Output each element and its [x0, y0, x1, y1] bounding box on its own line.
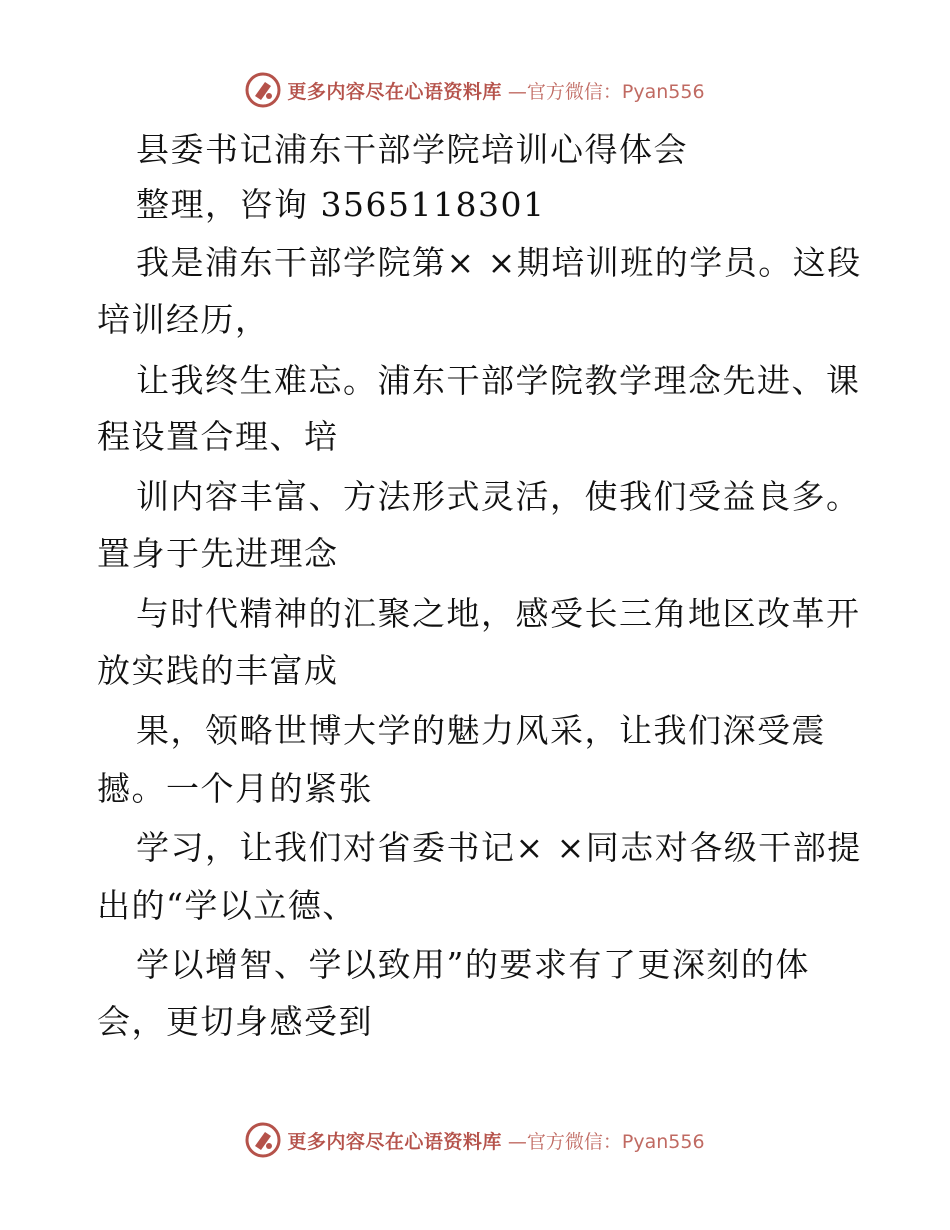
footer-banner [0, 1120, 950, 1160]
paragraph-line: 让我终生难忘。浦东干部学院教学理念先进、课 [136, 361, 861, 400]
banner-main-text: 更多内容尽在心语资料库 [287, 1130, 502, 1153]
paragraph-line: 放实践的丰富成 [97, 651, 339, 690]
paragraph-line: 培训经历， [97, 300, 270, 339]
paragraph-line: 果，领略世博大学的魅力风采，让我们深受震 [136, 711, 826, 750]
banner-sub-text: —官方微信：Pyan556 [507, 80, 705, 103]
paragraph-line: 与时代精神的汇聚之地，感受长三角地区改革开 [136, 594, 861, 633]
paragraph-line: 撼。一个月的紧张 [97, 769, 373, 808]
paragraph-line: 我是浦东干部学院第× ×期培训班的学员。这段 [136, 243, 862, 282]
document-title: 县委书记浦东干部学院培训心得体会 [136, 130, 688, 169]
banner-main-text: 更多内容尽在心语资料库 [287, 80, 502, 103]
paragraph-line: 出的“学以立德、 [97, 886, 357, 925]
brand-logo-icon [245, 1122, 281, 1158]
paragraph-line: 学习，让我们对省委书记× ×同志对各级干部提 [136, 828, 862, 867]
paragraph-line: 置身于先进理念 [97, 534, 339, 573]
contact-line: 整理，咨询 3565118301 [136, 185, 546, 224]
brand-logo-icon [245, 72, 281, 108]
paragraph-line: 程设置合理、培 [97, 417, 339, 456]
banner-sub-text: —官方微信：Pyan556 [507, 1130, 705, 1153]
paragraph-line: 会，更切身感受到 [97, 1002, 373, 1041]
paragraph-line: 学以增智、学以致用”的要求有了更深刻的体 [136, 945, 810, 984]
header-banner [0, 70, 950, 110]
paragraph-line: 训内容丰富、方法形式灵活，使我们受益良多。 [136, 477, 861, 516]
